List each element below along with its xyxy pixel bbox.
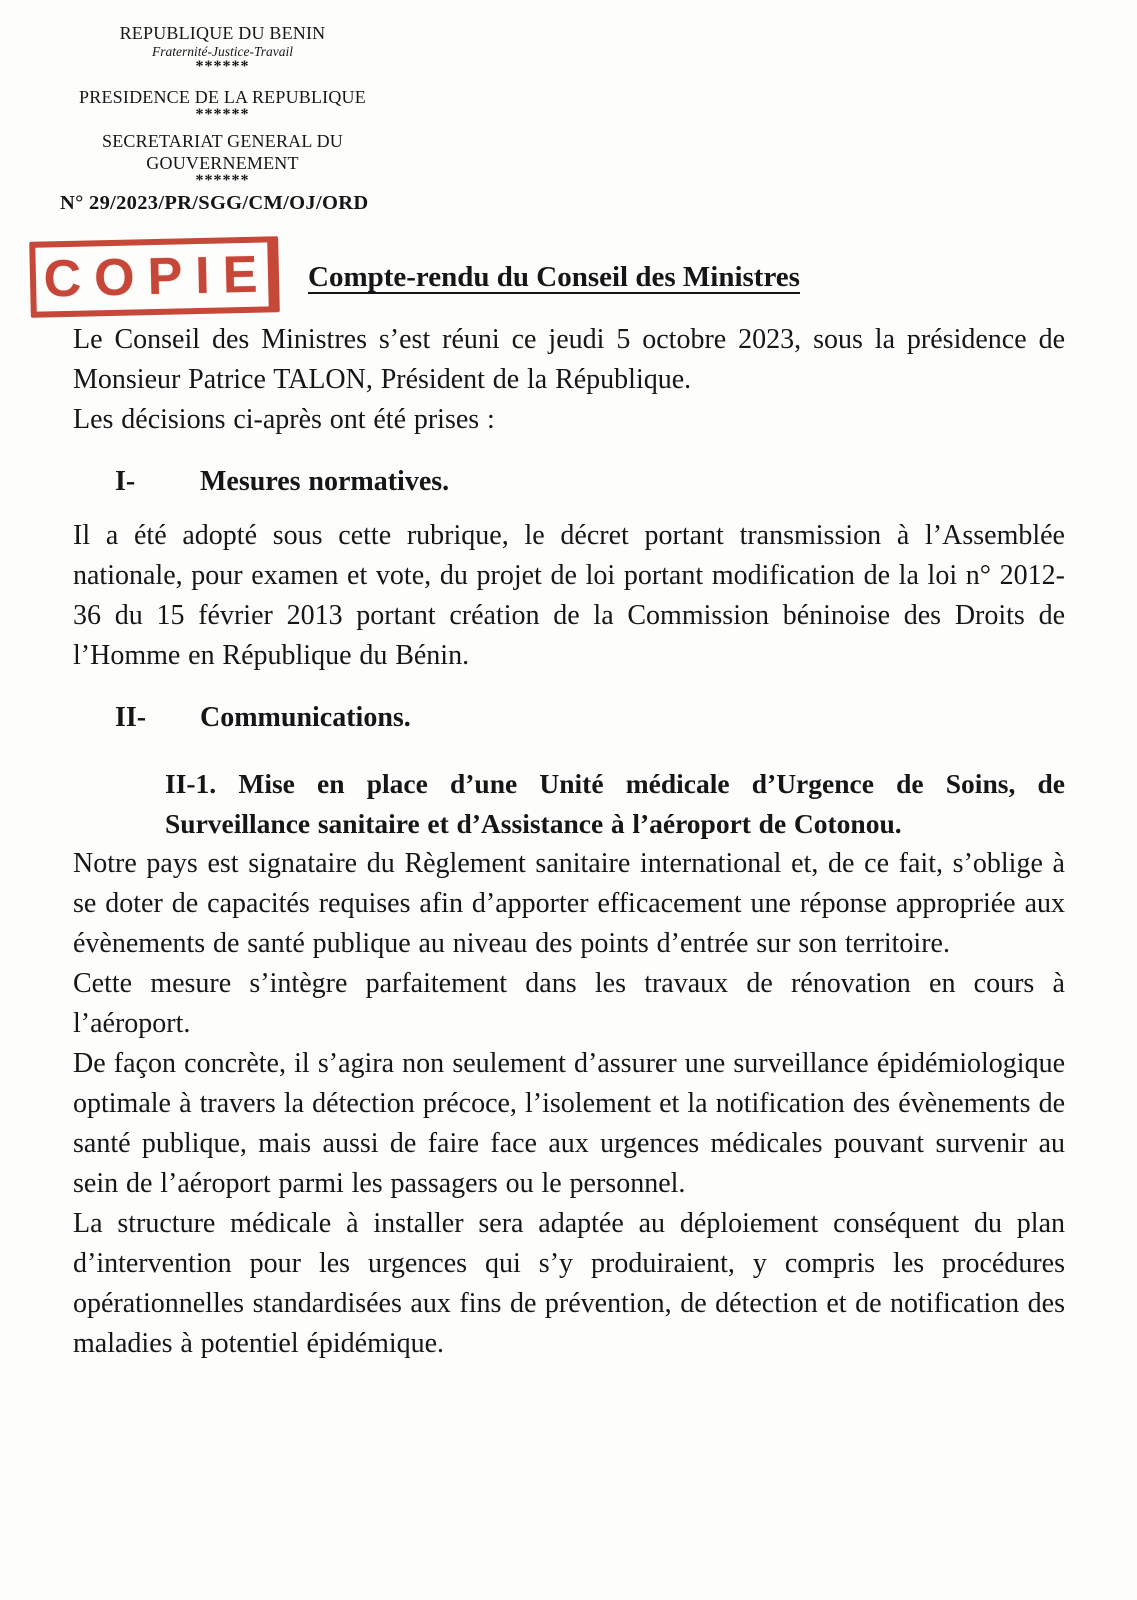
subsection-title: Mise en place d’une Unité médicale d’Urgence de Soins, de Surveillance sanitaire et d’Assistance à l’aéroport de Cotonou. <box>165 768 1065 839</box>
subsection-heading <box>165 764 1065 844</box>
section-numeral: II- <box>115 702 147 733</box>
document-body <box>73 320 1065 1364</box>
letterhead-presidency: PRESIDENCE DE LA REPUBLIQUE <box>79 87 366 107</box>
body-paragraph: De façon concrète, il s’agira non seulement d’assurer une surveillance épidémiologique optimale à travers la détection précoce, l’isolement et la notification des évènements de santé publique, mais aussi de faire face aux urgences médicales pouvant survenir au sein de l’aéroport parmi les passagers ou le personnel. <box>73 1048 1065 1199</box>
letterhead-secretariat-line2: GOUVERNEMENT <box>146 153 299 173</box>
subsection-number: II-1. <box>165 768 217 799</box>
letterhead-separator: ****** <box>195 172 250 189</box>
mesures-paragraph: Il a été adopté sous cette rubrique, le décret portant transmission à l’Assemblée nationale, pour examen et vote, du projet de loi portant modification de la loi n° 2012-36 du 15 février 2013 portant création de la Commission béninoise des Droits de l’Homme en République du Bénin. <box>73 520 1065 671</box>
letterhead-motto: Fraternité-Justice-Travail <box>152 44 293 59</box>
body-paragraph: Notre pays est signataire du Règlement sanitaire international et, de ce fait, s’oblige à se doter de capacités requises afin d’apporter efficacement une réponse appropriée aux évènements de santé publique au niveau des points d’entrée sur son territoire. <box>73 848 1065 959</box>
section-label: Mesures normatives. <box>200 466 450 497</box>
letterhead <box>55 22 390 188</box>
section-numeral: I- <box>115 466 136 497</box>
copie-stamp-text: COPIE <box>42 245 272 309</box>
reference-number: N° 29/2023/PR/SGG/CM/OJ/ORD <box>60 192 369 214</box>
letterhead-country: REPUBLIQUE DU BENIN <box>119 23 326 43</box>
letterhead-secretariat-line1: SECRETARIAT GENERAL DU <box>102 131 343 151</box>
section-heading-mesures <box>115 462 1065 502</box>
document-title: Compte-rendu du Conseil des Ministres <box>308 261 800 293</box>
intro-paragraph: Le Conseil des Ministres s’est réuni ce jeudi 5 octobre 2023, sous la présidence de Monsieur Patrice TALON, Président de la République. <box>73 324 1065 395</box>
section-label: Communications. <box>200 702 411 733</box>
section-heading-communications <box>115 698 1065 738</box>
body-paragraph: La structure médicale à installer sera adaptée au déploiement conséquent du plan d’intervention pour les urgences qui s’y produiraient, y compris les procédures opérationnelles standardisées aux fins de prévention, de détection et de notification des maladies à potentiel épidémique. <box>73 1208 1065 1359</box>
letterhead-separator: ****** <box>195 58 250 75</box>
decisions-line: Les décisions ci-après ont été prises : <box>73 404 495 435</box>
copie-stamp <box>29 236 280 318</box>
body-paragraph: Cette mesure s’intègre parfaitement dans les travaux de rénovation en cours à l’aéroport. <box>73 968 1065 1039</box>
letterhead-separator: ****** <box>195 106 250 123</box>
